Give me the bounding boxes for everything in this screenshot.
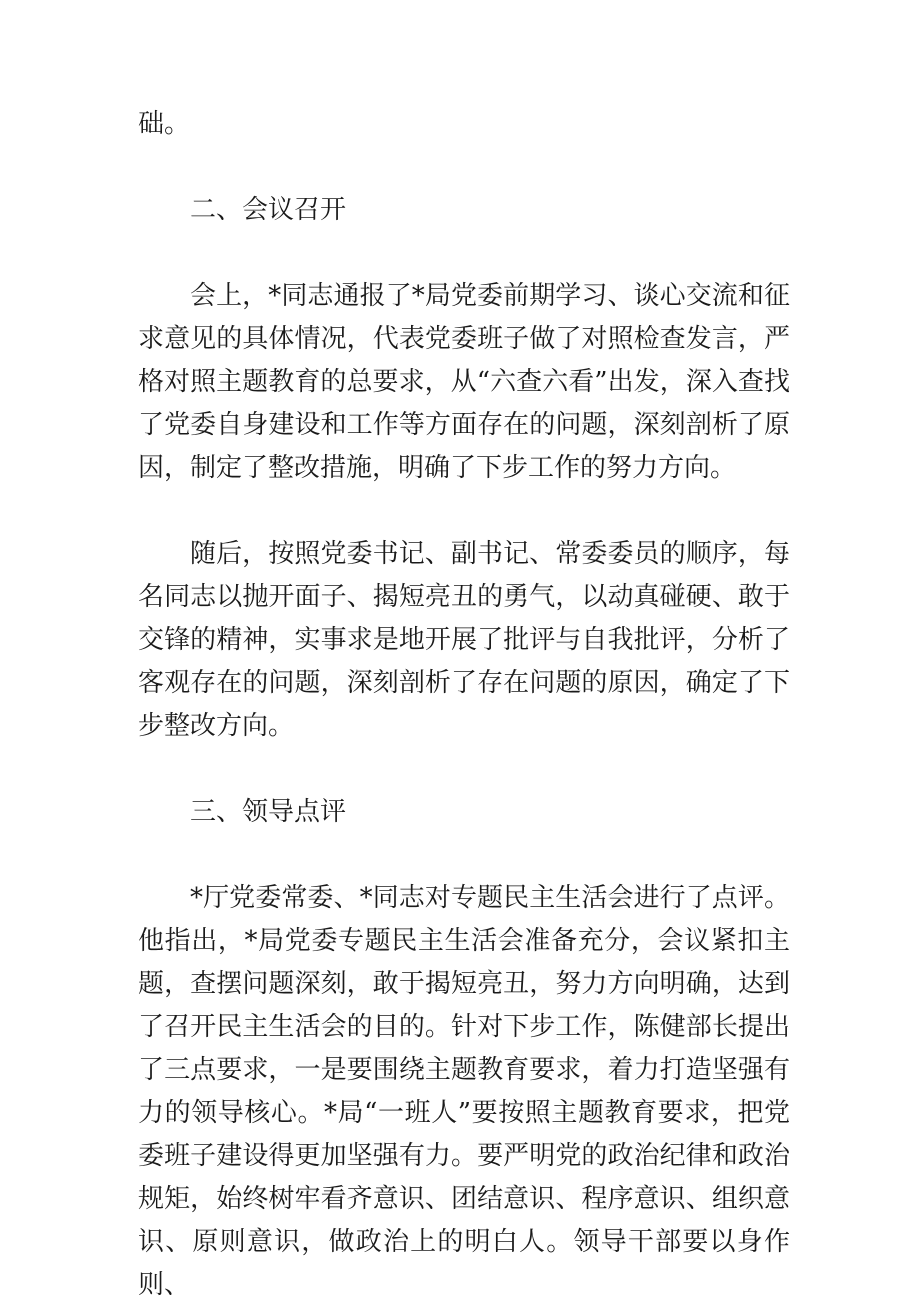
paragraph-fragment: 础。 bbox=[138, 109, 191, 139]
paragraph-leader-review: *厅党委常委、*同志对专题民主生活会进行了点评。他指出，*局党委专题民主生活会准备充分，会议紧扣主题，查摆问题深刻，敢于揭短亮丑，努力方向明确，达到了召开民主生活会的目的。针对下步工作，陈健部长提出了三点要求，一是要围绕主题教育要求，着力打造坚强有力的领导核心。*局“一班人”要按照主题教育要求，把党委班子建设得更加坚强有力。要严明党的政治纪律和政治规矩，始终树牢看齐意识、团结意识、程序意识、组织意识、原则意识，做政治上的明白人。领导干部要以身作则、 bbox=[138, 883, 790, 1300]
paragraph-meeting-report: 会上，*同志通报了*局党委前期学习、谈心交流和征求意见的具体情况，代表党委班子做了对照检查发言，严格对照主题教育的总要求，从“六查六看”出发，深入查找了党委自身建设和工作等方面存在的问题，深刻剖析了原因，制定了整改措施，明确了下步工作的努力方向。 bbox=[138, 281, 790, 483]
section-heading-meeting: 二、会议召开 bbox=[190, 195, 347, 225]
section-heading-leader-review: 三、领导点评 bbox=[190, 797, 347, 827]
paragraph-criticism: 随后，按照党委书记、副书记、常委委员的顺序，每名同志以抛开面子、揭短亮丑的勇气，以动真碰硬、敢于交锋的精神，实事求是地开展了批评与自我批评，分析了客观存在的问题，深刻剖析了存在问题的原因，确定了下步整改方向。 bbox=[138, 539, 790, 741]
document-body bbox=[138, 103, 790, 1301]
